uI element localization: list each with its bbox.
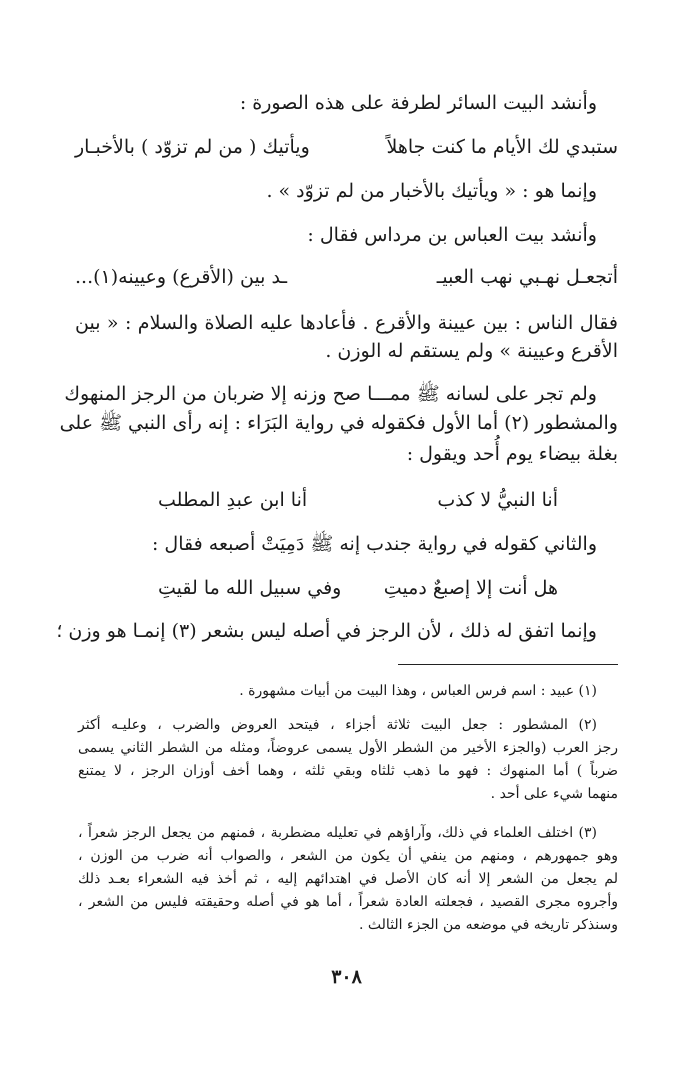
footnote-line: (٣) اختلف العلماء في ذلك، وآراؤهم في تعليله مضطربة ، فمنهم من يجعل الرجز شعراً ، xyxy=(78,825,597,841)
footnote-line: رجز العرب (والجزء الأخير من الشطر الأول يسمى عروضاً، ومثله من الشطر الثاني يسمى xyxy=(78,740,618,756)
footnote-line: ضرباً ) أما المنهوك : فهو ما ذهب ثلثاه وبقي ثلثه ، وهما أخف أوزان الرجز ، لا يمتنع xyxy=(78,763,618,779)
footnote-separator xyxy=(398,664,618,665)
body-line: والمشطور (٢) أما الأول فكقوله في رواية البَرَاء : إنه رأى النبي ﷺ على xyxy=(59,412,618,434)
body-line: ولم تجر على لسانه ﷺ ممـــا صح وزنه إلا ضربان من الرجز المنهوك xyxy=(64,383,597,405)
body-line: وإنما اتفق له ذلك ، لأن الرجز في أصله ليس بشعر (٣) إنمـا هو وزن ؛ xyxy=(56,620,597,642)
verse-first-hemistich: ستبدي لك الأيام ما كنت جاهلاً xyxy=(386,136,618,158)
body-line: فقال الناس : بين عيينة والأقرع . فأعادها عليه الصلاة والسلام : « بين xyxy=(75,312,618,334)
body-line: بغلة بيضاء يوم أُحد ويقول : xyxy=(406,443,618,465)
verse-second-hemistich: ويأتيك ( من لم تزوّد ) بالأخبـار xyxy=(75,136,310,158)
footnote-line: (١) عبيد : اسم فرس العباس ، وهذا البيت من أبيات مشهورة . xyxy=(239,683,597,699)
body-line: وأنشد البيت السائر لطرفة على هذه الصورة : xyxy=(239,92,597,114)
verse-second-hemistich: وفي سبيل الله ما لقيتِ xyxy=(158,577,342,599)
body-line: الأقرع وعيينة » ولم يستقم له الوزن . xyxy=(325,340,618,362)
footnote-line: منهما شيء على أحد . xyxy=(490,786,618,802)
footnote-line: وهو جمهورهم ، ومنهم من ينفي أن يكون من الشعر ، والصواب أنه ضرب من الوزن ، xyxy=(78,848,618,864)
verse-first-hemistich: أتجعـل نهـبي نهب العبيـ xyxy=(436,266,618,288)
verse-second-hemistich: ـد بين (الأقرع) وعيينه(١)... xyxy=(75,266,288,288)
verse-first-hemistich: أنا النبيُّ لا كذب xyxy=(437,489,558,511)
page-number: ٣٠٨ xyxy=(331,966,362,988)
footnote-line: وسنذكر تاريخه في موضعه من الجزء الثالث . xyxy=(359,917,618,933)
footnote-line: لم يجعل من الشعر إلا أنه كان الأصل في اهتدائهم إليه ، ثم أخذ فيه الشعراء بعـد ذلك xyxy=(78,871,618,887)
body-line: وإنما هو : « ويأتيك بالأخبار من لم تزوّد » . xyxy=(266,180,597,202)
footnote-line: (٢) المشطور : جعل البيت ثلاثة أجزاء ، فيتحد العروض والضرب ، وعليـه أكثر xyxy=(78,717,597,733)
verse-second-hemistich: أنا ابن عبدِ المطلب xyxy=(158,489,308,511)
verse-first-hemistich: هل أنت إلا إصبعٌ دميتِ xyxy=(383,577,558,599)
footnote-line: وأجروه مجرى القصيد ، فجعلته العادة شعراً ، أما هو في أصله وحقيقته فليس من الشعر ، xyxy=(78,894,618,910)
body-line: والثاني كقوله في رواية جندب إنه ﷺ دَمِيَتْ أصبعه فقال : xyxy=(151,533,597,555)
body-line: وأنشد بيت العباس بن مرداس فقال : xyxy=(307,224,597,246)
